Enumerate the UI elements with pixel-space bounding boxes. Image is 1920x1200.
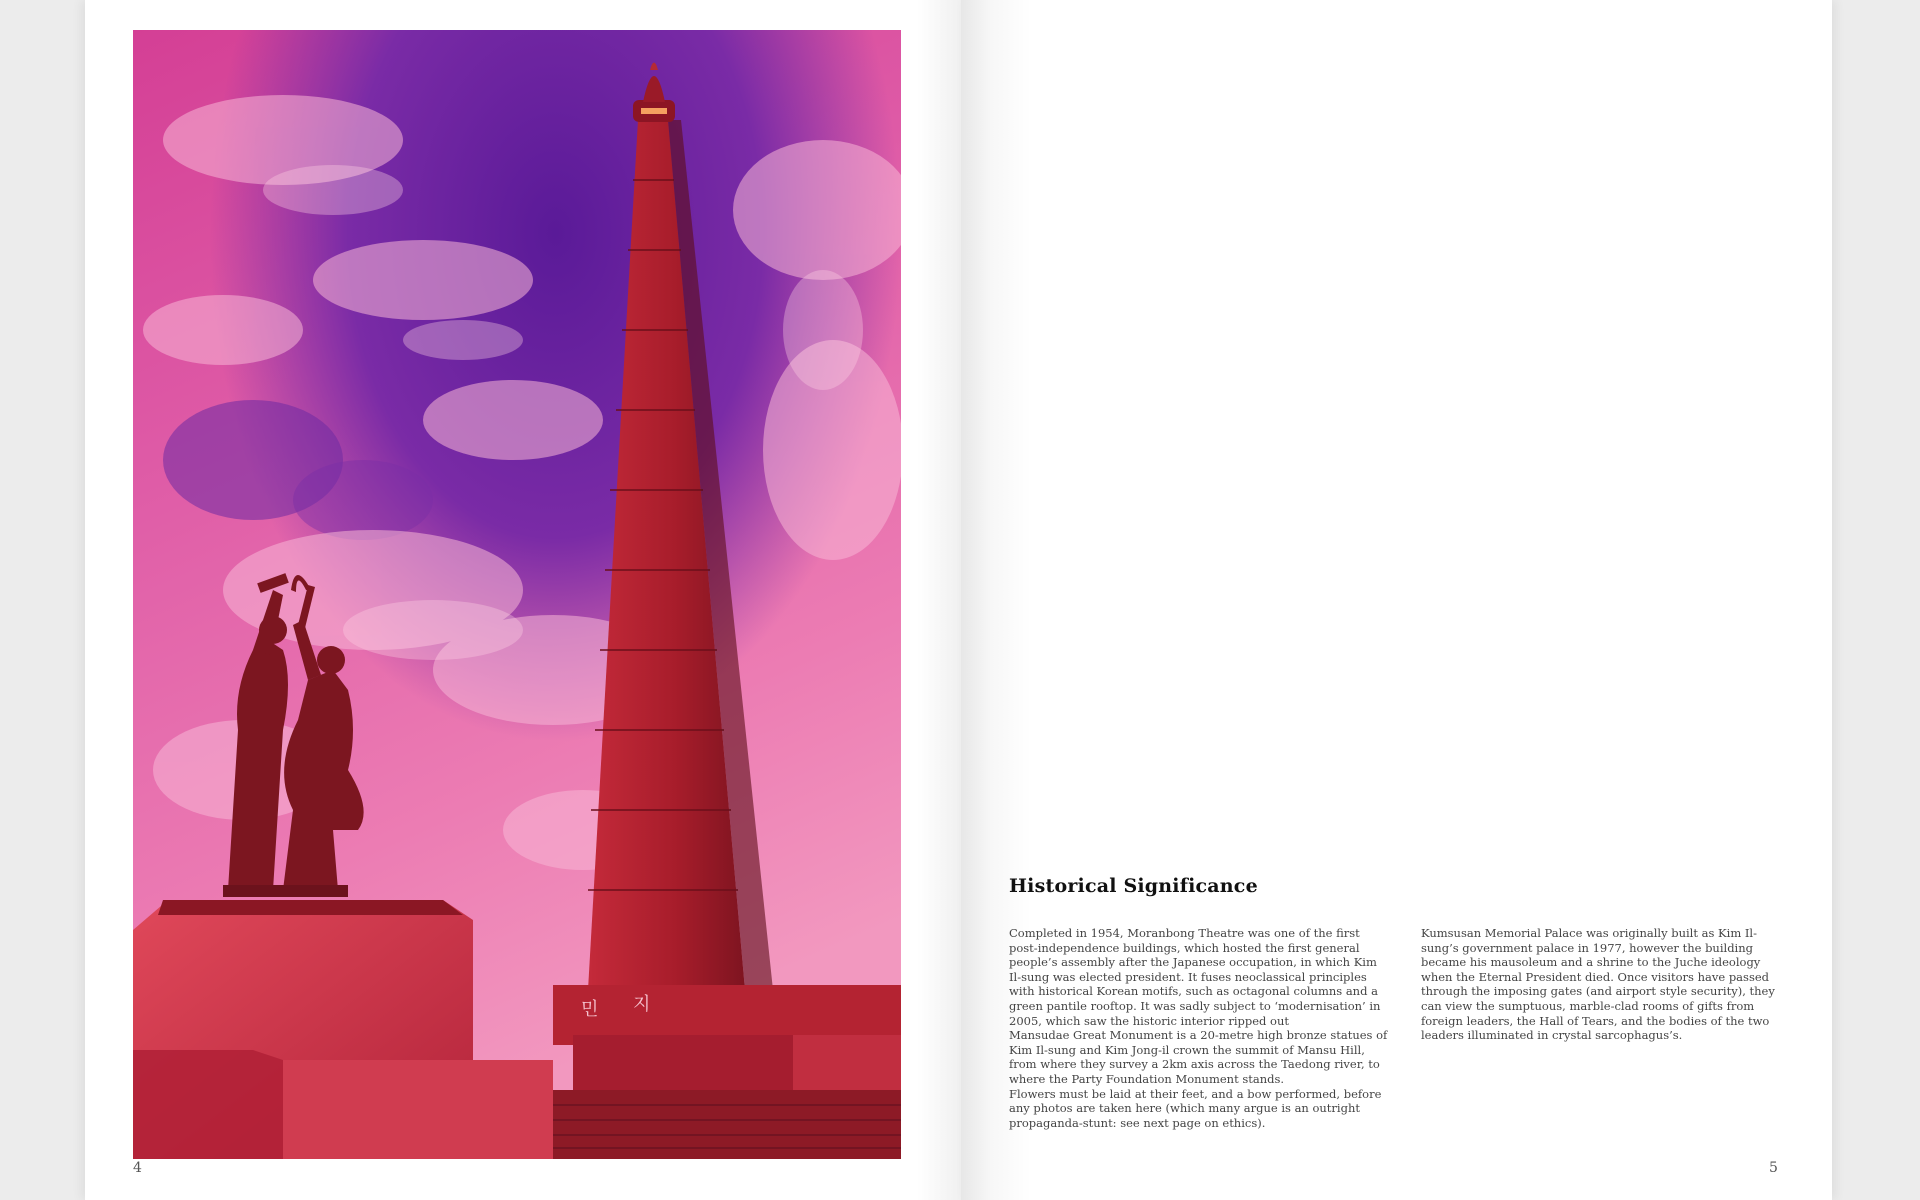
svg-text:지: 지: [633, 994, 651, 1015]
paragraph-kumsusan: Kumsusan Memorial Palace was originally built as Kim Il-sung’s government palace in 1977, however the building became his mausoleum and a shrine to the Juche ideology when the Eternal President died. Once visitors have passed through the imposing gates (and airport style security), they can view the sumptuous, marble-clad rooms of gifts from foreign leaders, the Hall of Tears, and the bodies of the two leaders illuminated in crystal sarcophagus’s.: [1421, 926, 1775, 1043]
text-column-2: [1421, 926, 1781, 1043]
paragraph-mansudae: Mansudae Great Monument is a 20-metre high bronze statues of Kim Il-sung and Kim Jong-il crown the summit of Mansu Hill, from where they survey a 2km axis across the Taedong river, to where the Party Foundation Monument stands.: [1009, 1028, 1388, 1086]
svg-text:민: 민: [581, 999, 599, 1020]
section-heading: Historical Significance: [1009, 875, 1258, 897]
monument-photo: [133, 30, 901, 1159]
page-number-right: 5: [1769, 1160, 1778, 1176]
text-column-1: [1009, 926, 1389, 1130]
paragraph-flowers: Flowers must be laid at their feet, and a bow performed, before any photos are taken here (which many argue is an outright propaganda-stunt: see next page on ethics).: [1009, 1086, 1382, 1130]
page-number-left: 4: [133, 1160, 142, 1176]
left-page: [85, 0, 961, 1200]
paragraph-moranbong: Completed in 1954, Moranbong Theatre was one of the first post-independence buildings, which hosted the first general people’s assembly after the Japanese occupation, in which Kim Il-sung was elected president. It fuses neoclassical principles with historical Korean motifs, such as octagonal columns and a green pantile rooftop. It was sadly subject to ‘modernisation’ in 2005, which saw the historic interior ripped out: [1009, 926, 1381, 1028]
right-page: [961, 0, 1832, 1200]
